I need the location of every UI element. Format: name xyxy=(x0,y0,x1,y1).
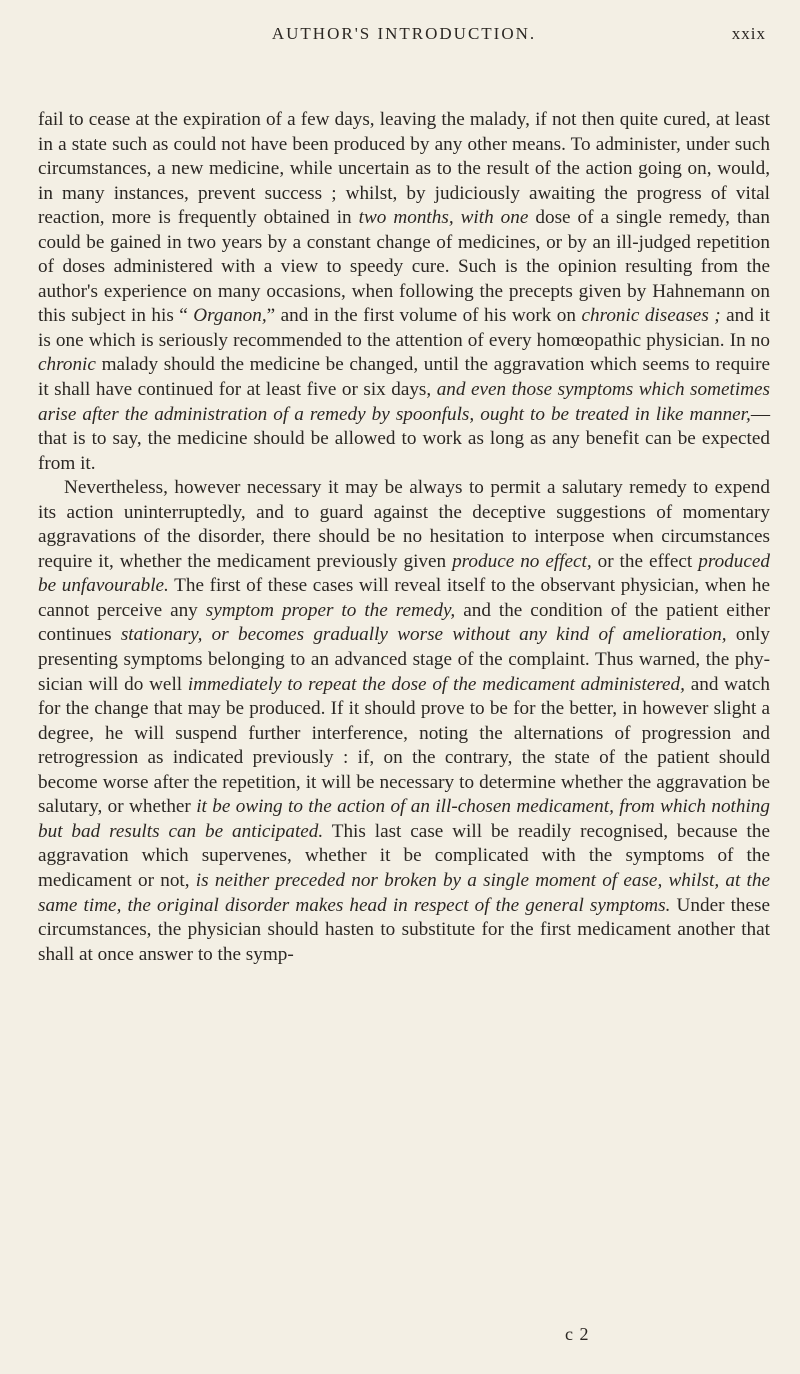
italic-run: immediately to repeat the dose of the medicament administered, xyxy=(187,673,685,695)
running-title: AUTHOR'S INTRODUCTION. xyxy=(271,24,537,43)
italic-run: Organon, xyxy=(193,305,267,327)
italic-run: stationary, or becomes gradually worse without any kind of amelioration, xyxy=(120,624,727,646)
text-run: and it is one which is seriously recommended to the attention of every homœopathic physician. In no xyxy=(38,305,770,351)
text-run: or the effect xyxy=(591,550,699,572)
italic-run: chronic xyxy=(38,354,96,376)
text-run: Nevertheless, however necessary it may be always to permit a salutary remedy to expend its action uninterruptedly, and to guard against the deceptive suggestions of momentary aggravations of the disorder, there should be no hesitation to interpose when circumstances require it, whether the medicament previously given xyxy=(38,477,770,572)
text-run: and watch for the change that may be produced. If it should prove to be for the better, in however slight a degree, he will suspend further interference, noting the alternations of progression and retrogression as indicated previously : if, on the contrary, the state of the patient should become worse after the repetition, it will be necessary to determine whether the aggravation be salutary, or whether xyxy=(38,673,770,818)
text-run: The first of these cases will reveal itself to the observant physician, when he cannot perceive any xyxy=(38,575,770,621)
text-run: fail to cease at the expiration of a few days, leaving the malady, if not then quite cured, at least in a state such as could not have been produced by any other means. To administer, under such circumstances, a new medicine, while uncertain as to the result of the action going on, would, in many instances, prevent success ; whilst, by judiciously awaiting the progress of vital reaction, more is frequently obtained in xyxy=(38,109,770,229)
italic-run: symptom proper to the remedy, xyxy=(205,599,456,621)
running-head xyxy=(38,20,770,60)
paragraph-1 xyxy=(38,108,770,476)
italic-run: produce no effect, xyxy=(452,550,592,572)
italic-run: it be owing to the action of an ill-chosen medicament, from which nothing but bad results can be anticipated. xyxy=(38,796,770,842)
italic-run: two months, with one xyxy=(358,207,529,229)
text-run: Under these circumstances, the physician should hasten to substitute for the first medicament another that shall at once answer to the symp- xyxy=(38,894,771,965)
italic-run: and even those symptoms which sometimes arise after the administration of a remedy by spoonfuls, ought to be treated in like manner, xyxy=(38,379,770,425)
paragraph-2 xyxy=(38,476,770,967)
text-run: and the condition of the patient either continues xyxy=(38,599,770,646)
signature-mark: c 2 xyxy=(565,1324,590,1344)
text-run: This last case will be readily recognised, because the aggravation which supervenes, whether it be complicated with the symptoms of the medicament or not, xyxy=(38,820,770,891)
text-run: only presenting symptoms belonging to an advanced stage of the complaint. Thus warned, the physician will do well xyxy=(38,624,770,695)
italic-run: chronic diseases ; xyxy=(581,305,721,327)
text-run: malady should the medicine be changed, until the aggravation which seems to require it shall have continued for at least five or six days, xyxy=(38,354,770,401)
body-text xyxy=(38,108,770,967)
text-run: —that is to say, the medicine should be allowed to work as long as any benefit can be expected from it. xyxy=(38,403,770,474)
italic-run: is neither preceded nor broken by a single moment of ease, whilst, at the same time, the original disorder makes head in respect of the general symptoms. xyxy=(38,869,770,916)
italic-run: produced be unfavourable. xyxy=(38,550,770,597)
text-run: ” and in the first volume of his work on xyxy=(266,305,582,327)
page-number: xxix xyxy=(731,24,766,43)
text-run: dose of a single remedy, than could be gained in two years by a constant change of medicines, or by an ill-judged repetition of doses administered with a view to speedy cure. Such is the opinion resulting from the author's experience on many occasions, when following the precepts given by Hahnemann on this subject in his “ xyxy=(38,207,770,327)
